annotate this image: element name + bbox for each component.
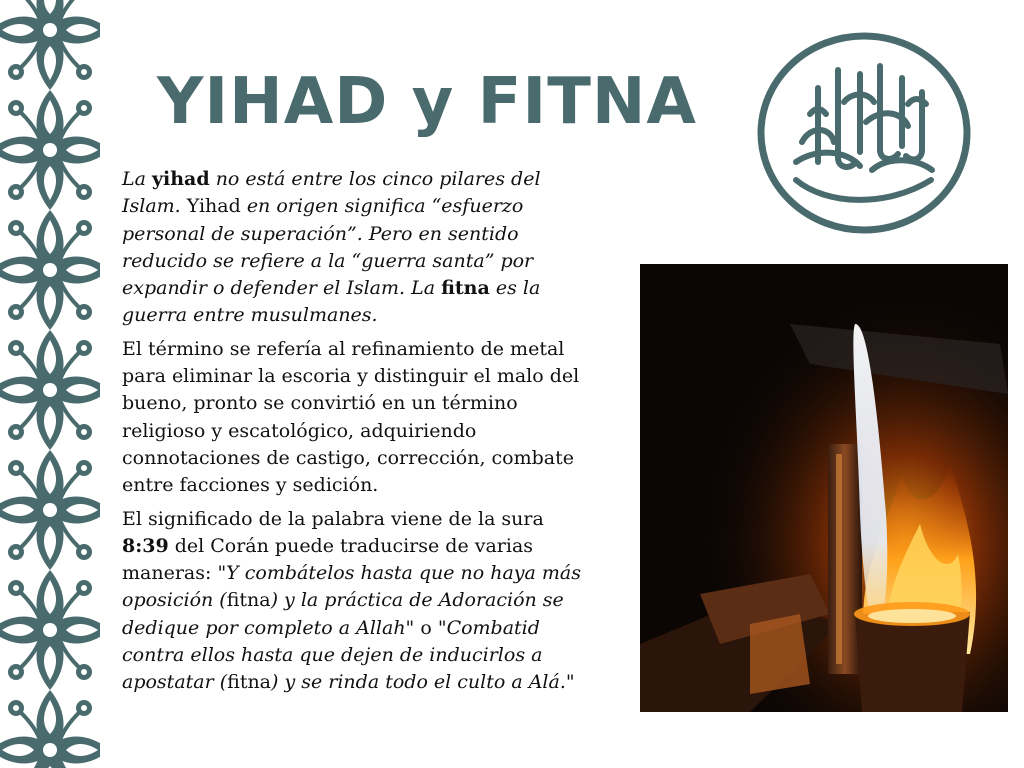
body-text: [122, 166, 592, 703]
forge-flame-photo: [640, 264, 1008, 712]
paragraph-yihad-definition: La yihad no está entre los cinco pilares del Islam. Yihad en origen significa “esfuerzo personal de superación”. Pero en sentido reducido se refiere a la “guerra santa” por expandir o defender el Islam. La fitna es la guerra entre musulmanes.: [122, 168, 541, 327]
slide-title: YIHAD y FITNA: [157, 65, 697, 139]
paragraph-quran-meaning: El significado de la palabra viene de la sura 8:39 del Corán puede traducirse de varias maneras: "Y combátelos hasta que no haya más oposición (fitna) y la práctica de Adoración se dedique por completo a Allah" o "Combatid contra ellos hasta que dejen de inducirlos a apostatar (fitna) y se rinda todo el culto a Alá.": [122, 507, 582, 694]
paragraph-term-origin: El término se refería al refinamiento de metal para eliminar la escoria y distinguir el malo del bueno, pronto se convirtió en un término religioso y escatológico, adquiriendo connotaciones de castigo, corrección, combate entre facciones y sedición.: [122, 337, 580, 497]
arabesque-border: [0, 0, 100, 768]
calligraphy-seal-icon: [756, 30, 972, 236]
